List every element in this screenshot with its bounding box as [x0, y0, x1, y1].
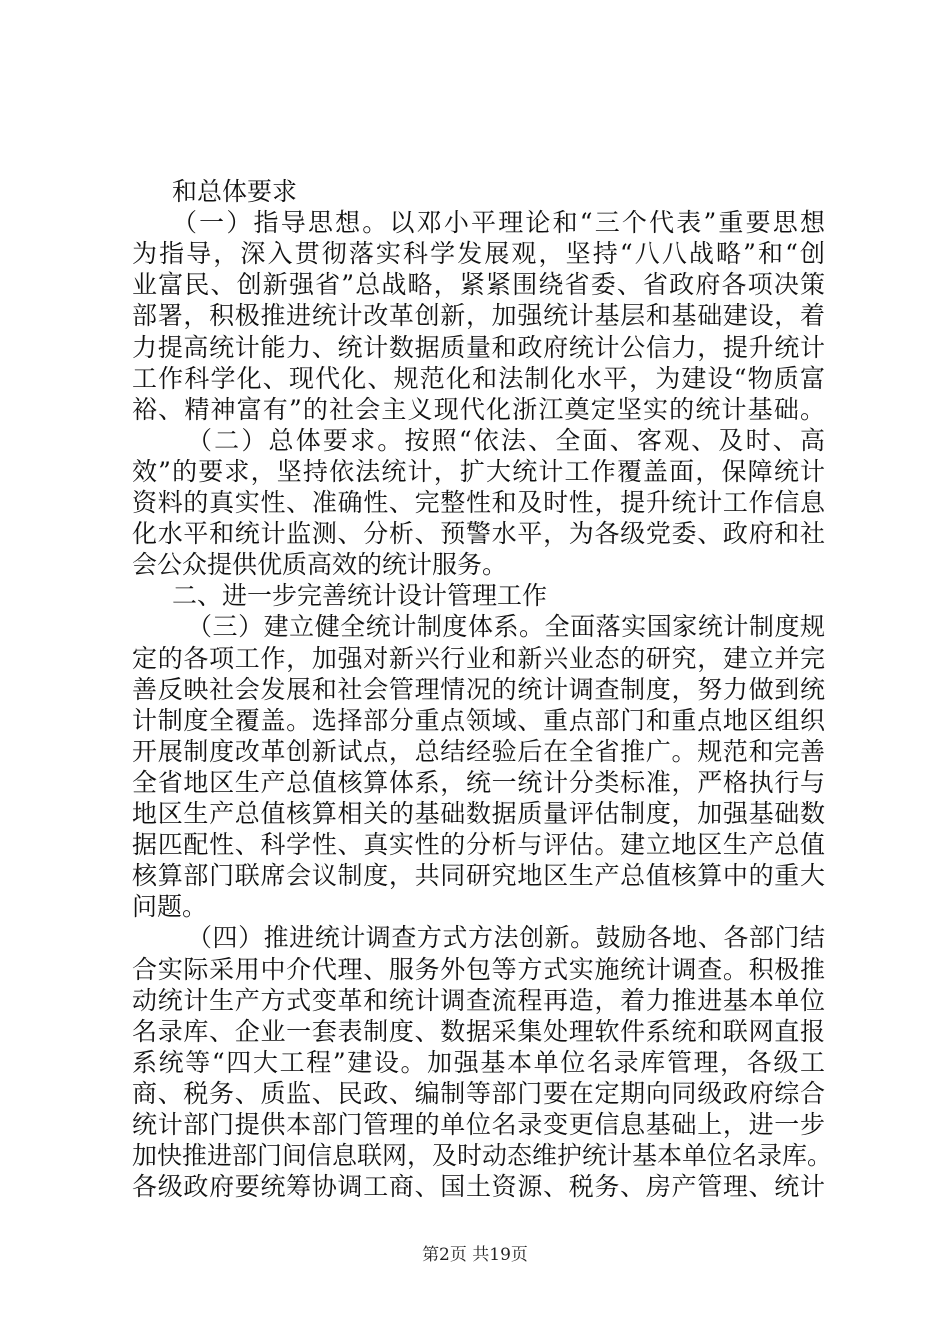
- text-line: 效”的要求，坚持依法统计，扩大统计工作覆盖面，保障统计: [132, 457, 825, 486]
- text-line: 名录库、企业一套表制度、数据采集处理软件系统和联网直报: [132, 1017, 825, 1046]
- text-line: （一）指导思想。以邓小平理论和“三个代表”重要思想: [172, 208, 825, 237]
- text-line: 据匹配性、科学性、真实性的分析与评估。建立地区生产总值: [132, 830, 825, 859]
- text-line: （二）总体要求。按照“依法、全面、客观、及时、高: [187, 426, 825, 455]
- text-line: 会公众提供优质高效的统计服务。: [132, 550, 508, 579]
- text-line: （三）建立健全统计制度体系。全面落实国家统计制度规: [187, 612, 825, 641]
- text-line: 开展制度改革创新试点，总结经验后在全省推广。规范和完善: [132, 737, 825, 766]
- text-line: 部署，积极推进统计改革创新，加强统计基层和基础建设，着: [132, 301, 825, 330]
- text-line: 力提高统计能力、统计数据质量和政府统计公信力，提升统计: [132, 333, 825, 362]
- text-line: 计制度全覆盖。选择部分重点领域、重点部门和重点地区组织: [132, 706, 825, 735]
- text-line: 资料的真实性、准确性、完整性和及时性，提升统计工作信息: [132, 488, 825, 517]
- text-line: 裕、精神富有”的社会主义现代化浙江奠定坚实的统计基础。: [132, 395, 825, 424]
- text-line: 系统等“四大工程”建设。加强基本单位名录库管理，各级工: [132, 1048, 825, 1077]
- text-line: 善反映社会发展和社会管理情况的统计调查制度，努力做到统: [132, 675, 825, 704]
- text-line: 动统计生产方式变革和统计调查流程再造，着力推进基本单位: [132, 986, 825, 1015]
- text-line: 加快推进部门间信息联网，及时动态维护统计基本单位名录库。: [132, 1141, 833, 1170]
- page-footer: 第2页 共19页: [422, 1245, 528, 1265]
- text-line: 工作科学化、现代化、规范化和法制化水平，为建设“物质富: [132, 364, 825, 393]
- text-line: 业富民、创新强省”总战略，紧紧围绕省委、省政府各项决策: [132, 270, 825, 299]
- text-line: 合实际采用中介代理、服务外包等方式实施统计调查。积极推: [132, 955, 825, 984]
- text-line: 全省地区生产总值核算体系，统一统计分类标准，严格执行与: [132, 768, 825, 797]
- text-line: 定的各项工作，加强对新兴行业和新兴业态的研究，建立并完: [132, 644, 825, 673]
- text-line: 地区生产总值核算相关的基础数据质量评估制度，加强基础数: [132, 799, 825, 828]
- text-line: 各级政府要统筹协调工商、国土资源、税务、房产管理、统计: [132, 1172, 825, 1201]
- text-line: 和总体要求: [172, 177, 298, 206]
- text-line: 化水平和统计监测、分析、预警水平，为各级党委、政府和社: [132, 519, 825, 548]
- text-line: 核算部门联席会议制度，共同研究地区生产总值核算中的重大: [132, 861, 825, 890]
- text-line: 为指导，深入贯彻落实科学发展观，坚持“八八战略”和“创: [132, 239, 825, 268]
- section-heading: 二、进一步完善统计设计管理工作: [172, 581, 548, 610]
- text-line: （四）推进统计调查方式方法创新。鼓励各地、各部门结: [187, 923, 825, 952]
- text-line: 商、税务、质监、民政、编制等部门要在定期向同级政府综合: [132, 1079, 825, 1108]
- text-line: 问题。: [132, 892, 208, 921]
- text-line: 统计部门提供本部门管理的单位名录变更信息基础上，进一步: [132, 1110, 825, 1139]
